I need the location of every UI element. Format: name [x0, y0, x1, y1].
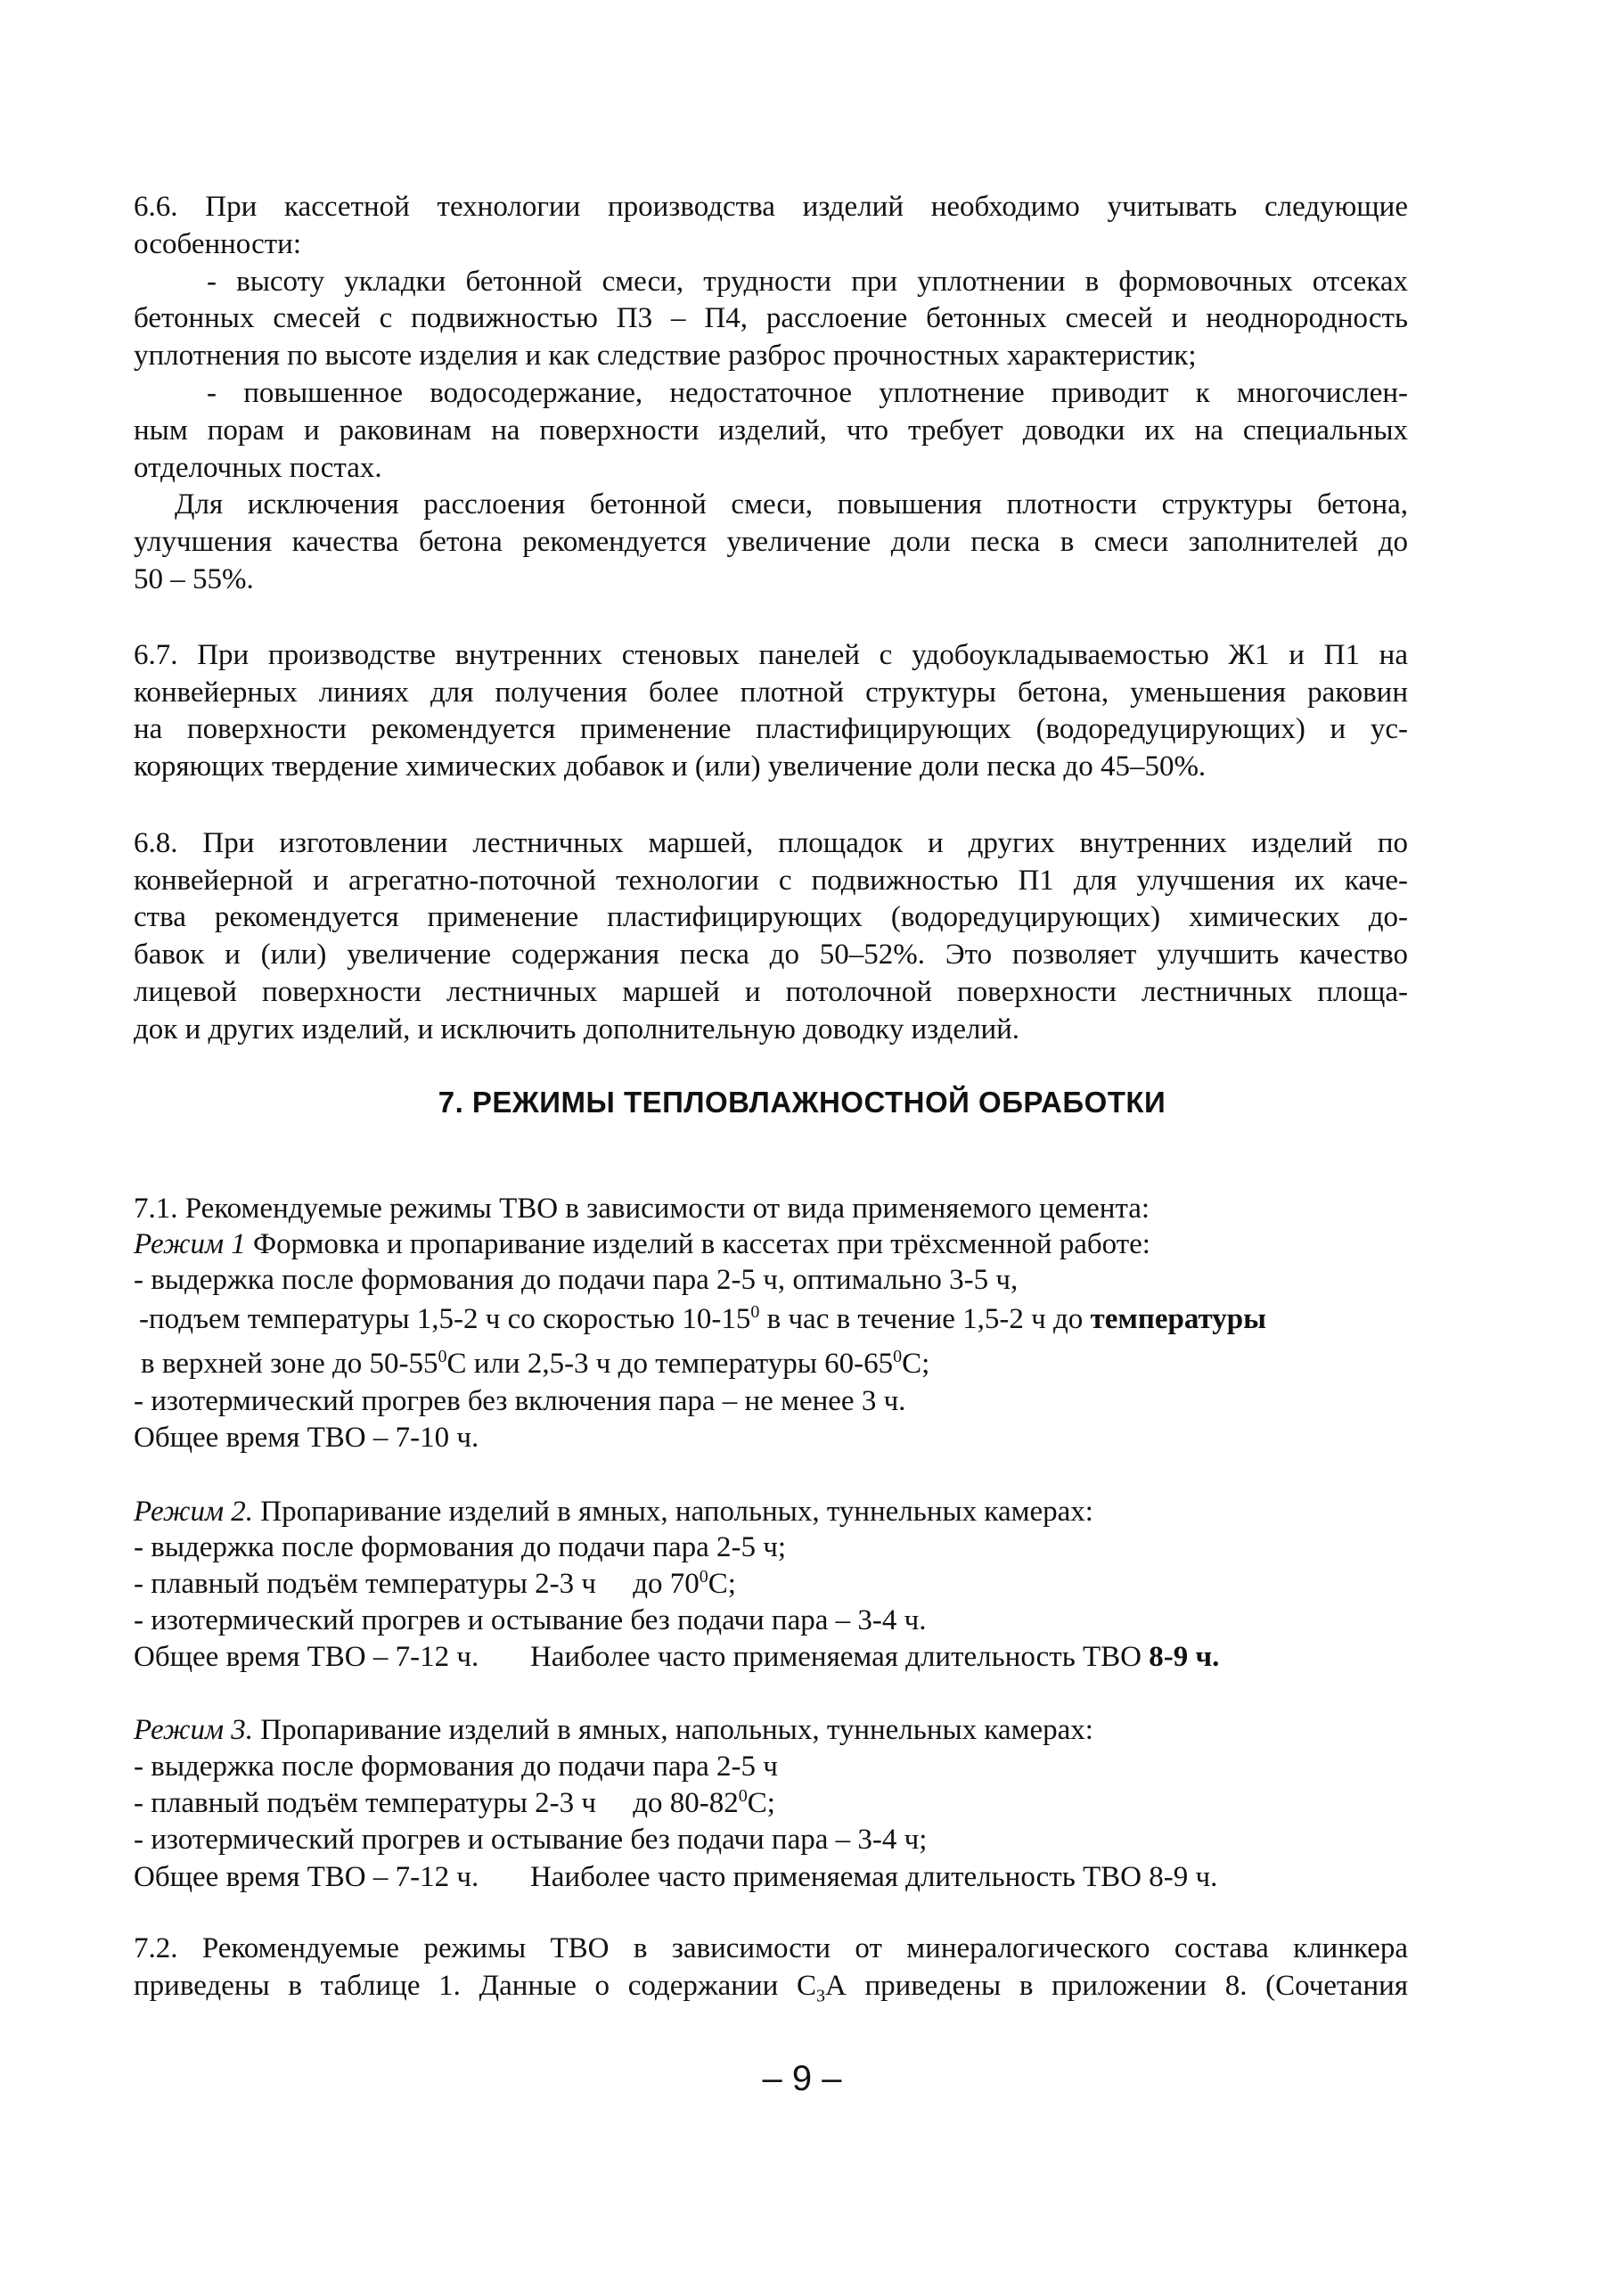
- mode-2-step-1: - выдержка после формования до подачи пара 2-5 ч;: [134, 1531, 787, 1563]
- para-6-6-line-4: бетонных смесей с подвижностью П3 – П4, расслоение бетонных смесей и неоднородность: [134, 302, 1408, 334]
- mode-2-total-text: Общее время ТВО – 7-12 ч. Наиболее часто применяемая длительность ТВО: [134, 1641, 1150, 1673]
- mode-3-step-3: - изотермический прогрев и остывание без подачи пара – 3-4 ч;: [134, 1824, 928, 1856]
- mode-3-step-2: [134, 1785, 775, 1821]
- degree-sup: 0: [699, 1567, 708, 1587]
- mode-2-step-2-text: - плавный подъём температуры 2-3 ч до 70: [134, 1568, 700, 1600]
- mode-1-step-2-text-b: в час в течение 1,5-2 ч до: [759, 1303, 1091, 1335]
- para-6-8-line-1: 6.8. При изготовлении лестничных маршей, площадок и других внутренних изделий по: [134, 827, 1408, 859]
- mode-2-title-line: [134, 1494, 1093, 1529]
- degree-sup: 0: [750, 1302, 760, 1322]
- subscript: 3: [815, 1986, 825, 2006]
- degree-sup: 0: [438, 1347, 447, 1366]
- mode-2-total-bold: 8-9 ч.: [1149, 1641, 1220, 1673]
- para-6-6-line-5: уплотнения по высоте изделия и как следствие разброс прочностных характеристик;: [134, 340, 1197, 372]
- mode-3-title: Режим 3.: [134, 1714, 254, 1746]
- para-6-6-line-11: 50 – 55%.: [134, 563, 254, 595]
- para-7-1-intro: 7.1. Рекомендуемые режимы ТВО в зависимости от вида применяемого цемента:: [134, 1193, 1150, 1225]
- para-6-6-line-2: особенности:: [134, 228, 302, 260]
- mode-3-step-2-text: - плавный подъём температуры 2-3 ч до 80-82: [134, 1787, 739, 1819]
- degree-sup: 0: [738, 1786, 748, 1806]
- para-6-7-line-4: коряющих твердение химических добавок и (или) увеличение доли песка до 45–50%.: [134, 750, 1207, 783]
- mode-1-step-3: [141, 1346, 929, 1382]
- para-6-7-line-3: на поверхности рекомендуется применение пластифицирующих (водоредуцирующих) и ус-: [134, 713, 1408, 745]
- mode-3-step-1: - выдержка после формования до подачи пара 2-5 ч: [134, 1751, 778, 1783]
- mode-3-description: Пропаривание изделий в ямных, напольных, туннельных камерах:: [253, 1714, 1093, 1746]
- mode-2-step-3: - изотермический прогрев и остывание без подачи пара – 3-4 ч.: [134, 1604, 927, 1636]
- mode-3-title-line: [134, 1712, 1093, 1748]
- mode-3-step-2-text-b: С;: [747, 1787, 775, 1819]
- para-6-6-line-6: - повышенное водосодержание, недостаточное уплотнение приводит к многочислен-: [207, 377, 1408, 409]
- para-6-8-line-4: бавок и (или) увеличение содержания песка до 50–52%. Это позволяет улучшить качество: [134, 939, 1408, 971]
- mode-2-step-2-text-b: С;: [708, 1568, 736, 1600]
- mode-3-total: Общее время ТВО – 7-12 ч. Наиболее часто применяемая длительность ТВО 8-9 ч.: [134, 1861, 1218, 1893]
- mode-1-step-3-text-c: С;: [902, 1348, 930, 1380]
- mode-1-step-3-text: в верхней зоне до 50-55: [141, 1348, 438, 1380]
- para-6-8-line-3: ства рекомендуется применение пластифицирующих (водоредуцирующих) химических до-: [134, 901, 1408, 933]
- mode-1-step-1: - выдержка после формования до подачи пара 2-5 ч, оптимально 3-5 ч,: [134, 1264, 1019, 1296]
- mode-1-step-4: - изотермический прогрев без включения пара – не менее 3 ч.: [134, 1385, 906, 1417]
- para-6-8-line-6: док и других изделий, и исключить дополнительную доводку изделий.: [134, 1013, 1020, 1046]
- para-7-2-text-b: А приведены в приложении 8. (Сочетания: [824, 1970, 1408, 2002]
- mode-1-step-2-bold: температуры: [1090, 1303, 1266, 1335]
- mode-1-title: Режим 1: [134, 1228, 246, 1260]
- para-6-6-line-9: Для исключения расслоения бетонной смеси, повышения плотности структуры бетона,: [175, 488, 1408, 521]
- mode-1-step-2-text: -подъем температуры 1,5-2 ч со скоростью 10-15: [139, 1303, 751, 1335]
- mode-1-title-line: [134, 1226, 1150, 1262]
- para-7-2-line-1: 7.2. Рекомендуемые режимы ТВО в зависимости от минералогического состава клинкера: [134, 1932, 1408, 1964]
- mode-2-total: [134, 1639, 1219, 1675]
- para-7-2-line-2: [134, 1968, 1408, 2004]
- section-heading: 7. РЕЖИМЫ ТЕПЛОВЛАЖНОСТНОЙ ОБРАБОТКИ: [438, 1086, 1166, 1119]
- para-6-6-line-8: отделочных постах.: [134, 452, 382, 484]
- para-6-8-line-2: конвейерной и агрегатно-поточной технологии с подвижностью П1 для улучшения их каче-: [134, 865, 1408, 897]
- mode-1-total: Общее время ТВО – 7-10 ч.: [134, 1422, 479, 1454]
- para-7-2-text-a: приведены в таблице 1. Данные о содержании С: [134, 1970, 816, 2002]
- para-6-6-line-7: ным порам и раковинам на поверхности изделий, что требует доводки их на специальных: [134, 414, 1408, 447]
- para-6-6-line-1: 6.6. При кассетной технологии производства изделий необходимо учитывать следующие: [134, 191, 1408, 223]
- degree-sup: 0: [893, 1347, 903, 1366]
- para-6-6-line-3: - высоту укладки бетонной смеси, трудности при уплотнении в формовочных отсеках: [207, 266, 1408, 298]
- mode-1-description: Формовка и пропаривание изделий в кассетах при трёхсменной работе:: [245, 1228, 1150, 1260]
- mode-2-description: Пропаривание изделий в ямных, напольных, туннельных камерах:: [253, 1496, 1093, 1528]
- para-6-7-line-2: конвейерных линиях для получения более плотной структуры бетона, уменьшения раковин: [134, 676, 1408, 709]
- mode-1-step-2: [139, 1301, 1266, 1337]
- mode-2-title: Режим 2.: [134, 1496, 254, 1528]
- mode-2-step-2: [134, 1566, 736, 1602]
- page-number: – 9 –: [762, 2059, 842, 2098]
- para-6-7-line-1: 6.7. При производстве внутренних стеновых панелей с удобоукладываемостью Ж1 и П1 на: [134, 639, 1408, 671]
- para-6-8-line-5: лицевой поверхности лестничных маршей и потолочной поверхности лестничных площа-: [134, 976, 1408, 1008]
- para-6-6-line-10: улучшения качества бетона рекомендуется увеличение доли песка в смеси заполнителей до: [134, 526, 1408, 558]
- mode-1-step-3-text-b: С или 2,5-3 ч до температуры 60-65: [446, 1348, 894, 1380]
